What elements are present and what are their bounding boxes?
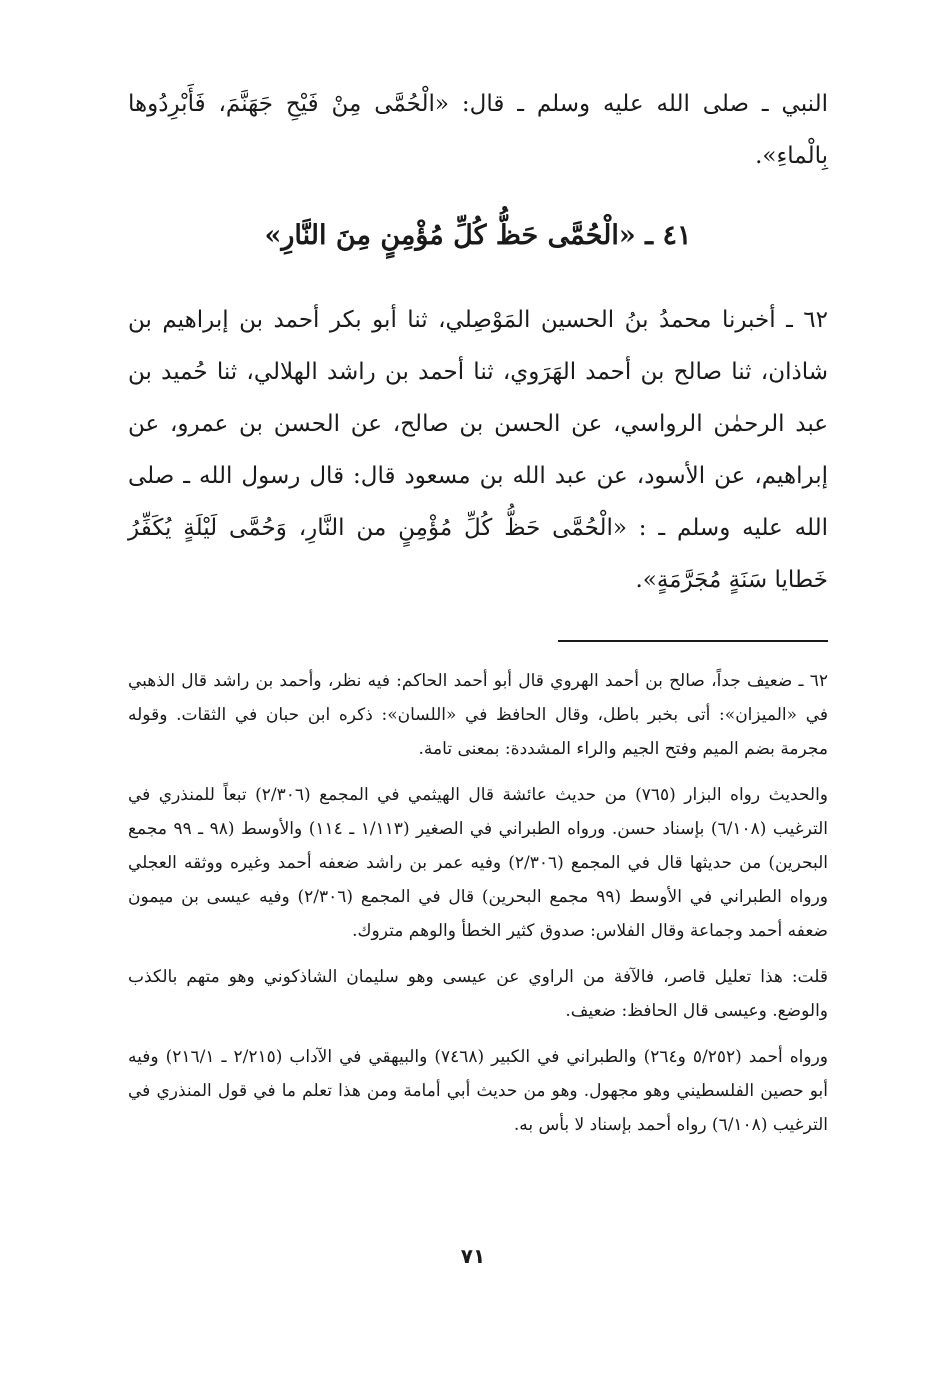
footnotes bbox=[128, 664, 828, 1142]
footnote-2: والحديث رواه البزار (٧٦٥) من حديث عائشة قال الهيثمي في المجمع (٢/٣٠٦) تبعاً للمنذري في الترغيب (٦/١٠٨) بإسناد حسن. ورواه الطبراني في الصغير (١/١١٣ ـ ١١٤) والأوسط (٩٨ ـ ٩٩ مجمع البحرين) من حديثها قال في المجمع (٢/٣٠٦) وفيه عمر بن راشد ضعفه أحمد وغيره ووثقه العجلي ورواه الطبراني في الأوسط (٩٩ مجمع البحرين) قال في المجمع (٢/٣٠٦) وفيه عيسى بن ميمون ضعفه أحمد وجماعة وقال الفلاس: صدوق كثير الخطأ والوهم متروك. bbox=[128, 785, 829, 941]
intro-paragraph: النبي ـ صلى الله عليه وسلم ـ قال: «الْحُمَّى مِنْ فَيْحِ جَهَنَّمَ، فَأَبْرِدُوها بِالْماءِ». bbox=[128, 91, 828, 169]
page-number: ٧١ bbox=[460, 1244, 486, 1268]
page-body bbox=[128, 78, 828, 1142]
footnote-3: قلت: هذا تعليل قاصر، فالآفة من الراوي عن عيسى وهو سليمان الشاذكوني وهو متهم بالكذب والوضع. وعيسى قال الحافظ: ضعيف. bbox=[128, 967, 828, 1021]
hadith-paragraph: ٦٢ ـ أخبرنا محمدُ بنُ الحسين المَوْصِلي، ثنا أبو بكر أحمد بن إبراهيم بن شاذان، ثنا صالح بن أحمد الهَرَوي، ثنا أحمد بن راشد الهلالي، ثنا حُميد بن عبد الرحمٰن الرواسي، عن الحسن بن صالح، عن الحسن بن عمرو، عن إبراهيم، عن الأسود، عن عبد الله بن مسعود قال: قال رسول الله ـ صلى الله عليه وسلم ـ : «الْحُمَّى حَظُّ كُلِّ مُؤْمِنٍ من النَّارِ، وَحُمَّى لَيْلَةٍ يُكَفِّرُ خَطايا سَنَةٍ مُجَرَّمَةٍ». bbox=[128, 307, 828, 593]
footnote-4: ورواه أحمد (٥/٢٥٢ و٢٦٤) والطبراني في الكبير (٧٤٦٨) والبيهقي في الآداب (٢/٢١٥ ـ ٢١٦/١) وفيه أبو حصين الفلسطيني وهو مجهول. وهو من حديث أبي أمامة ومن هذا تعلم ما في قول المنذري في الترغيب (٦/١٠٨) رواه أحمد بإسناد لا بأس به. bbox=[128, 1047, 828, 1135]
section-heading: ٤١ ـ «الْحُمَّى حَظُّ كُلِّ مُؤْمِنٍ مِنَ النَّارِ» bbox=[264, 220, 692, 251]
footnote-divider bbox=[558, 640, 828, 642]
footnote-1: ٦٢ ـ ضعيف جداً، صالح بن أحمد الهروي قال أبو أحمد الحاكم: فيه نظر، وأحمد بن راشد قال الذهبي في «الميزان»: أتى بخبر باطل، وقال الحافظ في «اللسان»: ذكره ابن حبان في الثقات. وقوله مجرمة بضم الميم وفتح الجيم والراء المشددة: بمعنى تامة. bbox=[128, 671, 828, 759]
